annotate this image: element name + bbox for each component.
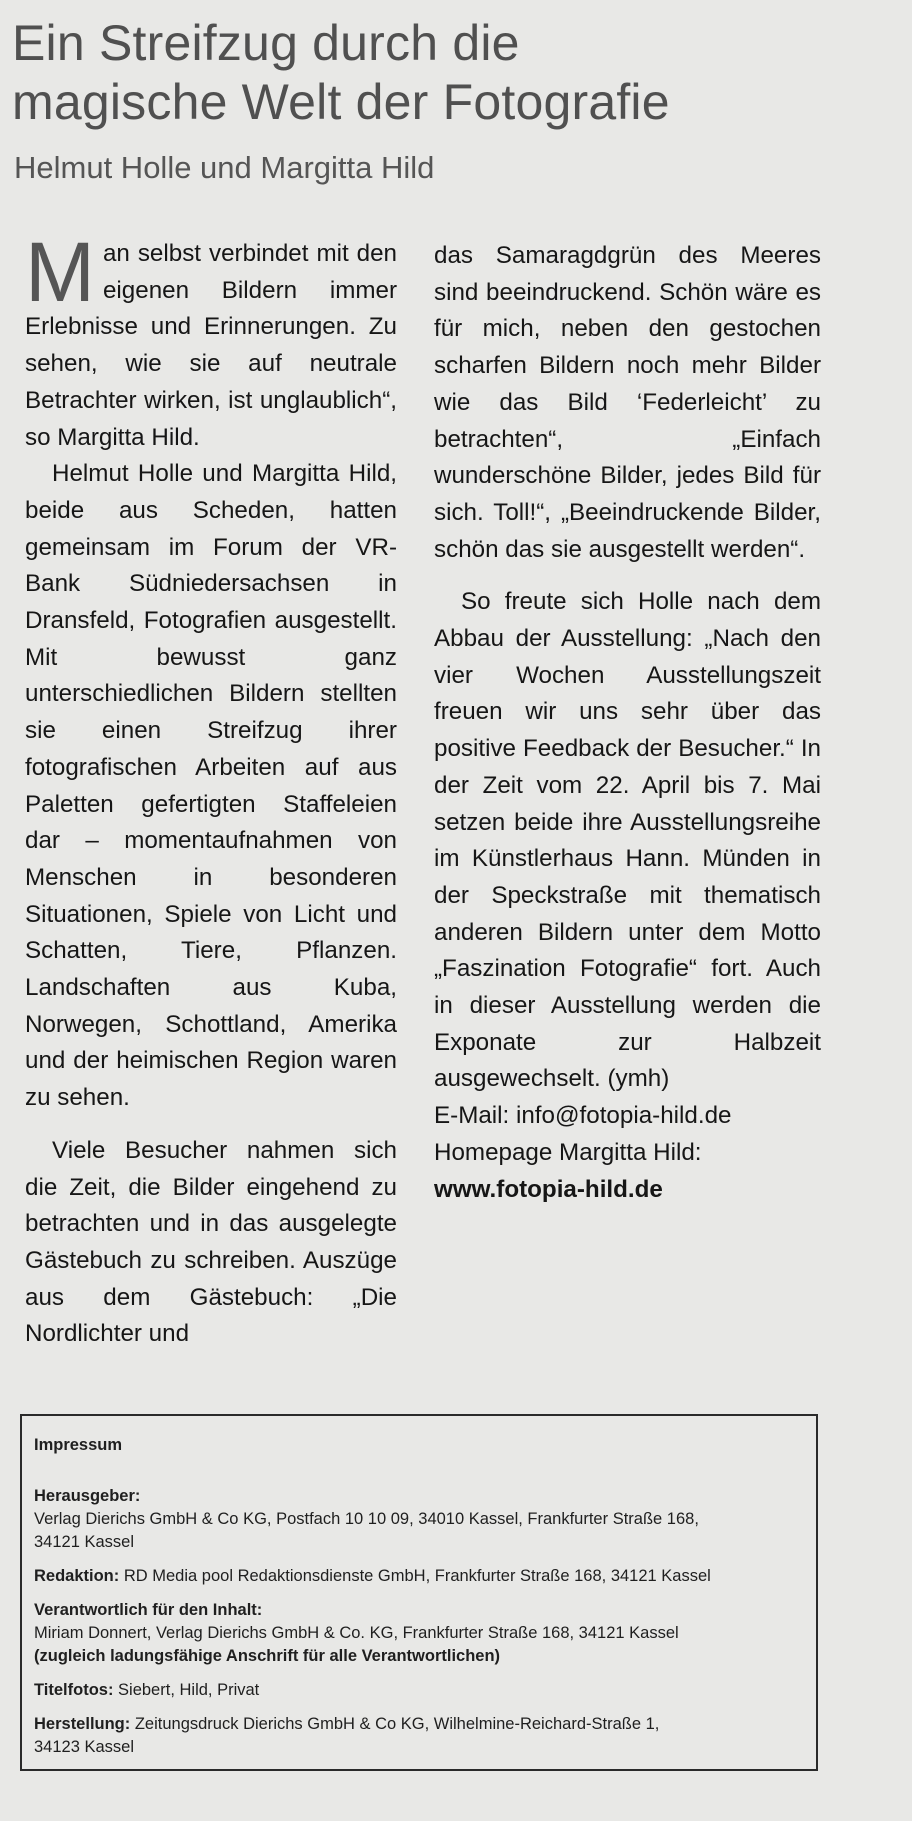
paragraph-exhibition: Helmut Holle und Margitta Hild, beide aus Scheden, hatten gemeinsam im Forum der VR-Bank Südniedersachsen in Dransfeld, Fotografien ausgestellt. Mit bewusst ganz unterschiedlichen Bildern stellten sie einen Streifzug ihrer fotografischen Arbeiten auf aus Paletten gefertigten Staffeleien dar – momentaufnahmen von Menschen in besonderen Situationen, Spiele von Licht und Schatten, Tiere, Pflanzen. Landschaften aus Kuba, Norwegen, Schottland, Amerika und der heimischen Region waren zu sehen.: [25, 460, 397, 1112]
drop-cap: M: [25, 225, 95, 319]
impressum-publisher: [34, 1485, 802, 1554]
publisher-label: Herausgeber:: [34, 1487, 141, 1505]
editorial-text: RD Media pool Redaktionsdienste GmbH, Frankfurter Straße 168, 34121 Kassel: [119, 1567, 711, 1585]
production-text-line-2: 34123 Kassel: [34, 1738, 134, 1756]
headline-line-2: magische Welt der Fotografie: [12, 74, 670, 130]
responsible-text: Miriam Donnert, Verlag Dierichs GmbH & Co. KG, Frankfurter Straße 168, 34121 Kassel: [34, 1624, 679, 1642]
responsible-note: (zugleich ladungsfähige Anschrift für alle Verantwortlichen): [34, 1647, 501, 1665]
contact-homepage-label: Homepage Margitta Hild:: [434, 1138, 702, 1166]
contact-email: E-Mail: info@fotopia-hild.de: [434, 1102, 732, 1130]
responsible-label: Verantwortlich für den Inhalt:: [34, 1601, 263, 1619]
photos-label: Titelfotos:: [34, 1681, 114, 1699]
paragraph-guestbook-part-2: das Samaragdgrün des Meeres sind beeindruckend. Schön wäre es für mich, neben den gestochen scharfen Bildern noch mehr Bilder wie das Bild ‘Federleicht’ zu betrachten“, „Einfach wunderschöne Bilder, jedes Bild für sich. Toll!“, „Beeindruckende Bilder, schön das sie ausgestellt werden“.: [434, 242, 821, 563]
editorial-label: Redaktion:: [34, 1567, 120, 1585]
publisher-address-line-2: 34121 Kassel: [34, 1533, 134, 1551]
production-label: Herstellung:: [34, 1715, 131, 1733]
headline-line-1: Ein Streifzug durch die: [12, 15, 520, 71]
impressum-production: [34, 1713, 802, 1759]
paragraph-guestbook-part-1: Viele Besucher nahmen sich die Zeit, die Bilder eingehend zu betrachten und in das ausgelegte Gästebuch zu schreiben. Auszüge aus dem Gästebuch: „Die Nordlichter und: [25, 1136, 397, 1348]
production-text-line-1: Zeitungsdruck Dierichs GmbH & Co KG, Wilhelmine-Reichard-Straße 1,: [130, 1715, 660, 1733]
article-byline: Helmut Holle und Margitta Hild: [14, 150, 435, 185]
impressum-responsible: [34, 1599, 802, 1668]
impressum-photos: [34, 1679, 802, 1702]
impressum-box: [20, 1414, 818, 1771]
photos-text: Siebert, Hild, Privat: [113, 1681, 260, 1699]
article-headline: [12, 14, 892, 132]
paragraph-intro-text: an selbst verbindet mit den eigenen Bildern immer Erlebnisse und Erinnerungen. Zu sehen, wie sie auf neutrale Betrachter wirken, ist unglaublich“, so Margitta Hild.: [25, 240, 397, 451]
impressum-editorial: [34, 1565, 802, 1588]
article-column-right: [434, 238, 821, 1208]
paragraph-outlook: So freute sich Holle nach dem Abbau der Ausstellung: „Nach den vier Wochen Ausstellungszeit freuen wir uns sehr über das positive Feedback der Besucher.“ In der Zeit vom 22. April bis 7. Mai setzen beide ihre Ausstellungsreihe im Künstlerhaus Hann. Münden in der Speckstraße mit thematisch anderen Bildern unter dem Motto „Faszination Fotografie“ fort. Auch in dieser Ausstellung werden die Exponate zur Halbzeit ausgewechselt. (ymh): [434, 588, 821, 1093]
paragraph-intro: [25, 225, 397, 456]
impressum-title: Impressum: [34, 1436, 123, 1454]
contact-url: www.fotopia-hild.de: [434, 1175, 663, 1203]
article-column-left: [25, 225, 397, 1353]
publisher-address-line-1: Verlag Dierichs GmbH & Co KG, Postfach 10 10 09, 34010 Kassel, Frankfurter Straße 168,: [34, 1510, 699, 1528]
